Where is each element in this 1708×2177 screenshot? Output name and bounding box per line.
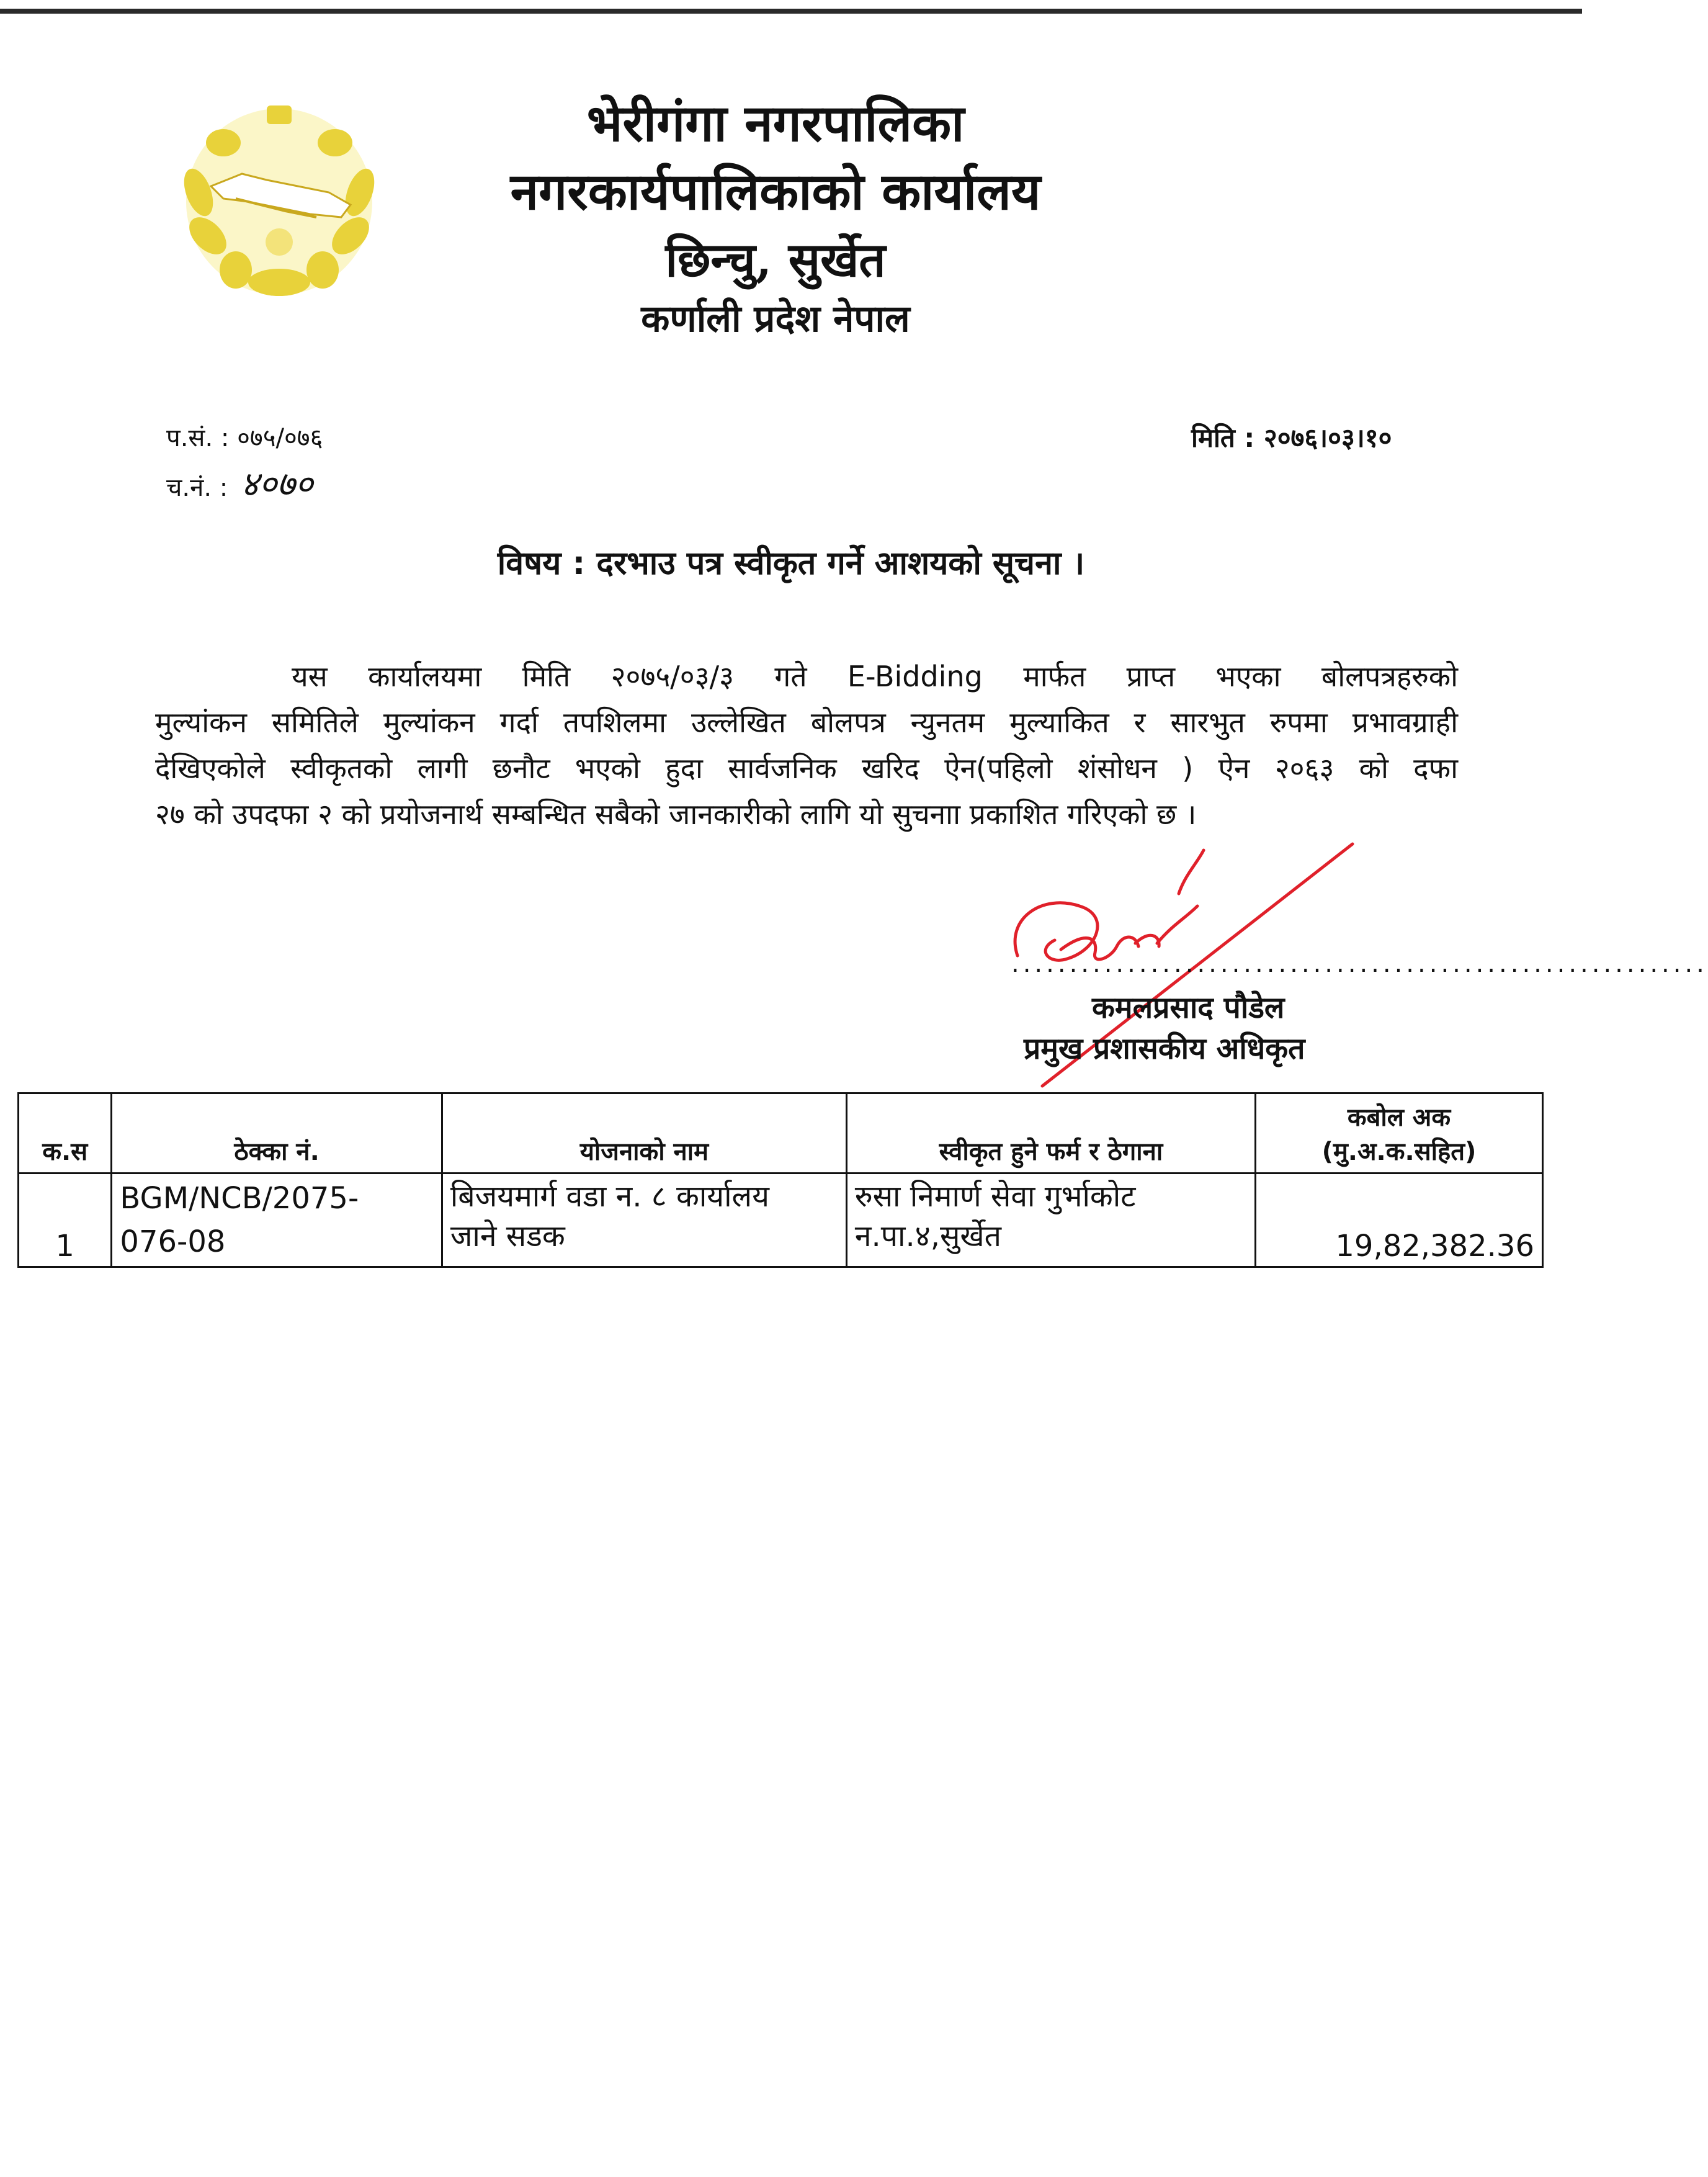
letter-subject: विषय : दरभाउ पत्र स्वीकृत गर्ने आशयको सूचना । [497, 545, 1085, 582]
reference-number [166, 420, 323, 454]
reference-value: ०७५/०७६ [237, 424, 323, 452]
body-line-4: २७ को उपदफा २ को प्रयोजनार्थ सम्बन्धित सबैको जानकारीको लागि यो सुचनाा प्रकाशित गरिएको छ । [155, 797, 1197, 831]
date-value: २०७६।०३।१० [1263, 423, 1392, 453]
bid-award-table [17, 1092, 1544, 1268]
office-province: कर्णाली प्रदेश नेपाल [641, 297, 910, 341]
office-location: छिन्चु, सुर्खेत [665, 232, 886, 287]
row-firm [846, 1174, 1255, 1267]
firm-line1: रुसा निमार्ण सेवा गुर्भाकोट [854, 1179, 1136, 1214]
header-firm: स्वीकृत हुने फर्म र ठेगाना [846, 1093, 1255, 1174]
header-project-name: योजनाको नाम [442, 1093, 846, 1174]
header-sn: क.स [19, 1093, 112, 1174]
project-line2: जाने सडक [450, 1219, 565, 1254]
signatory-title: प्रमुख प्रशासकीय अधिकृत [1024, 1031, 1305, 1066]
contract-line1: BGM/NCB/2075- [120, 1181, 359, 1216]
row-contract-no [112, 1174, 442, 1267]
header-amount-line2: (मु.अ.क.सहित) [1321, 1138, 1477, 1166]
signature-line: ............................................................ [1011, 949, 1708, 978]
body-line-3: देखिएकोले स्वीकृतको लागी छनौट भएको हुदा सार्वजनिक खरिद ऐन(पहिलो शंसोधन ) ऐन २०६३ को दफा [155, 752, 1458, 785]
body-line-2: मुल्यांकन समितिले मुल्यांकन गर्दा तपशिलमा उल्लेखित बोलपत्र न्युनतम मुल्याकित र सारभुत रुपमा प्रभावग्राही [155, 706, 1458, 739]
signatory-name: कमलप्रसाद पौडेल [1092, 990, 1285, 1025]
reference-label: प.सं. : [166, 424, 230, 452]
dispatch-label: च.नं. : [166, 474, 228, 502]
project-line1: बिजयमार्ग वडा न. ८ कार्यालय [450, 1179, 769, 1214]
row-project-name [442, 1174, 846, 1267]
firm-line2: न.पा.४,सुर्खेत [854, 1219, 1002, 1254]
top-border-rule [0, 9, 1582, 14]
contract-line2: 076-08 [120, 1224, 226, 1259]
dispatch-number [166, 459, 313, 506]
row-amount: 19,82,382.36 [1255, 1174, 1542, 1267]
table-row [19, 1174, 1543, 1267]
date-label: मिति : [1191, 423, 1255, 453]
header-amount-line1: कबोल अक [1347, 1103, 1451, 1132]
dispatch-value: ४०७० [240, 464, 313, 505]
office-name-line2: नगरकार्यपालिकाको कार्यालय [510, 162, 1041, 222]
letter-date [1191, 420, 1392, 455]
nepal-emblem-icon [174, 99, 385, 298]
header-amount [1255, 1093, 1542, 1174]
row-sn: 1 [19, 1174, 112, 1267]
table-header-row [19, 1093, 1543, 1174]
body-line-1: यस कार्यालयमा मिति २०७५/०३/३ गते E-Bidding मार्फत प्राप्त भएका बोलपत्रहरुको [292, 660, 1458, 693]
header-contract-no: ठेक्का नं. [112, 1093, 442, 1174]
office-name-line1: भेरीगंगा नगरपालिका [586, 94, 965, 153]
